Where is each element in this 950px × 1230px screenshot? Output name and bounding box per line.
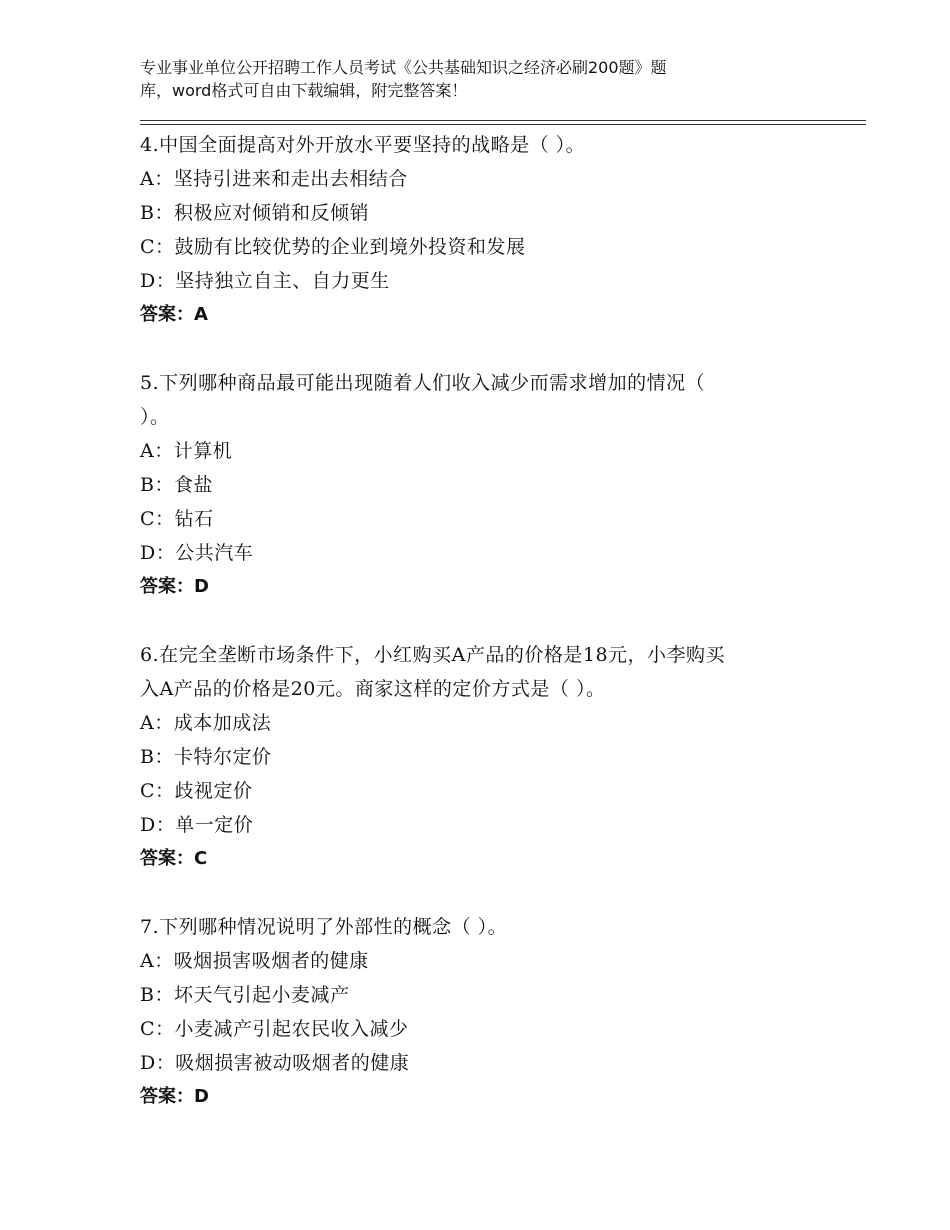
option-b: B：食盐: [140, 474, 213, 496]
option-a: A：吸烟损害吸烟者的健康: [140, 950, 369, 972]
question-list: [140, 128, 840, 1114]
question-spacer: [140, 876, 840, 910]
question-stem-line: ）。: [140, 406, 170, 428]
answer-label: 答案：D: [140, 576, 209, 597]
option-c: C：小麦减产引起农民收入减少: [140, 1018, 409, 1040]
option-d: D：单一定价: [140, 814, 254, 836]
question-7: [140, 910, 840, 1114]
option-b: B：坏天气引起小麦减产: [140, 984, 350, 1006]
question-stem: [140, 638, 840, 706]
document-header: [140, 56, 780, 102]
option-c: C：歧视定价: [140, 780, 253, 802]
question-spacer: [140, 604, 840, 638]
answer-label: 答案：C: [140, 848, 208, 869]
option-c: C：钻石: [140, 508, 214, 530]
answer-label: 答案：A: [140, 304, 208, 325]
option-a: A：计算机: [140, 440, 233, 462]
question-stem: [140, 366, 840, 434]
option-b: B：卡特尔定价: [140, 746, 272, 768]
header-divider-bottom: [140, 124, 866, 125]
option-c: C：鼓励有比较优势的企业到境外投资和发展: [140, 236, 526, 258]
question-stem: [140, 128, 840, 162]
header-line-2: 库，word格式可自由下载编辑，附完整答案！: [140, 81, 468, 100]
option-d: D：公共汽车: [140, 542, 254, 564]
question-stem-line: 6.在完全垄断市场条件下，小红购买A产品的价格是18元，小李购买: [140, 644, 726, 666]
header-line-1: 专业事业单位公开招聘工作人员考试《公共基础知识之经济必刷200题》题: [140, 58, 667, 77]
answer-label: 答案：D: [140, 1086, 209, 1107]
question-stem-line: 7.下列哪种情况说明了外部性的概念（ ）。: [140, 916, 508, 938]
question-stem-line: 入A产品的价格是20元。商家这样的定价方式是（ ）。: [140, 678, 606, 700]
question-stem: [140, 910, 840, 944]
question-spacer: [140, 332, 840, 366]
question-stem-line: 5.下列哪种商品最可能出现随着人们收入减少而需求增加的情况（: [140, 372, 706, 394]
question-5: [140, 366, 840, 638]
option-a: A：坚持引进来和走出去相结合: [140, 168, 408, 190]
question-4: [140, 128, 840, 366]
option-b: B：积极应对倾销和反倾销: [140, 202, 369, 224]
question-stem-line: 4.中国全面提高对外开放水平要坚持的战略是（ ）。: [140, 134, 586, 156]
option-d: D：吸烟损害被动吸烟者的健康: [140, 1052, 410, 1074]
option-d: D：坚持独立自主、自力更生: [140, 270, 390, 292]
question-6: [140, 638, 840, 910]
header-divider-top: [140, 120, 866, 121]
option-a: A：成本加成法: [140, 712, 272, 734]
